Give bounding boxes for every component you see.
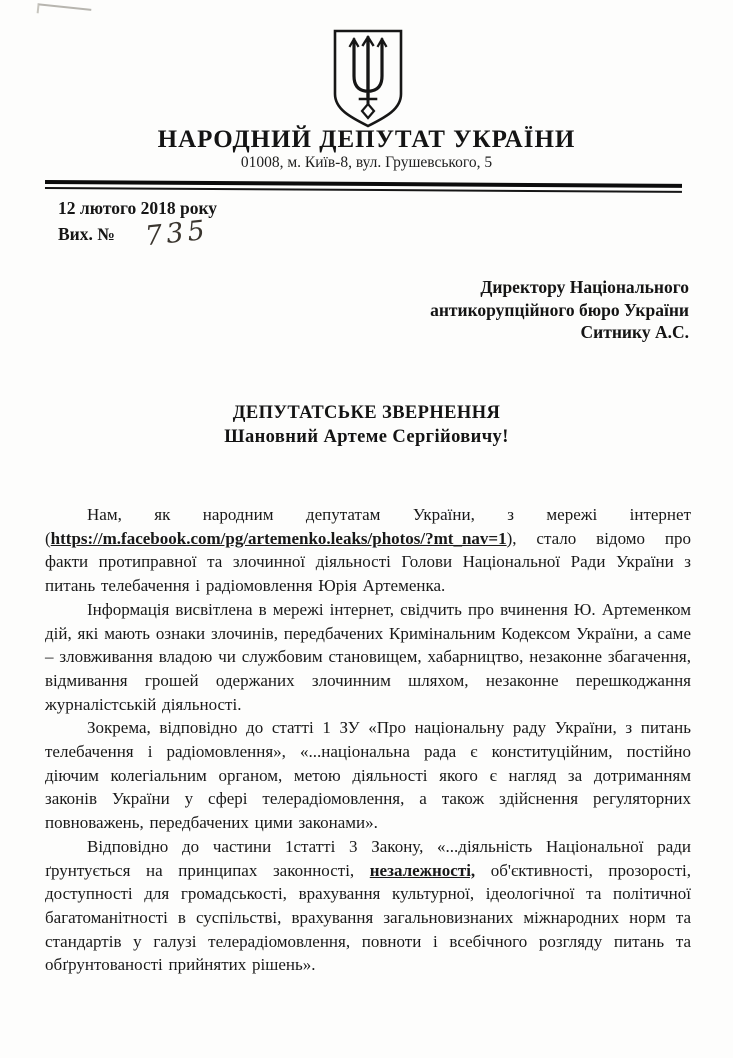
recipient-block <box>430 276 689 344</box>
facebook-url-text: https://m.facebook.com/pg/artemenko.leaks/photos/?mt_nav=1 <box>50 528 507 548</box>
recipient-line: антикорупційного бюро України <box>430 299 689 320</box>
body-paragraphs <box>45 503 691 977</box>
paragraph-text: Нам, як народним депутатам України, з мережі інтернет ( <box>45 505 691 548</box>
document-type-title: ДЕПУТАТСЬКЕ ЗВЕРНЕННЯ <box>232 403 501 423</box>
paragraph-text: об'єктивності, прозорості, доступності для громадськості, врахування культурної, ідеологічної та політичної багатоманітності в суспільстві, врахування загальновизнаних міжнародних норм та стандартів у галузі телерадіомовлення, повноти і всебічного розгляду питань та обґрунтованості прийнятих рішень». <box>45 860 692 975</box>
paragraph-text: Відповідно до частини 1статті 3 Закону, «...діяльність Національної ради ґрунтується на принципах законності, <box>45 836 691 880</box>
staple-scan-mark <box>37 3 92 19</box>
organization-address: 01008, м. Київ-8, вул. Грушевського, 5 <box>240 154 493 171</box>
header-separator-rule <box>45 180 682 193</box>
paragraph <box>45 835 691 977</box>
subject-block <box>0 402 733 449</box>
paragraph-text: Інформація висвітлена в мережі інтернет, свідчить про вчинення Ю. Артеменком дій, які мають ознаки злочинів, передбачених Кримінальним Кодексом України, а саме – зловживання владою чи службовим становищем, хабарництво, незаконне збагачення, відмивання грошей одержаних злочинним шляхом, незаконне перешкоджання журналістській діяльності. <box>45 599 691 714</box>
paragraph <box>45 716 691 835</box>
organization-title: НАРОДНИЙ ДЕПУТАТ УКРАЇНИ <box>157 126 576 153</box>
salutation: Шановний Артеме Сергійовичу! <box>224 426 509 447</box>
ukraine-trident-emblem-icon <box>327 26 409 132</box>
paragraph <box>45 503 691 598</box>
date-and-ref-block <box>58 196 218 253</box>
ref-number-line <box>58 214 217 253</box>
emphasized-independence-text: незалежності, <box>369 860 476 880</box>
recipient-line: Ситнику А.С. <box>580 322 689 342</box>
letter-date: 12 лютого 2018 року <box>58 198 218 218</box>
ref-number-handwritten: 735 <box>143 214 210 253</box>
paragraph <box>45 598 691 717</box>
ref-number-label: Вих. № <box>58 224 115 244</box>
paragraph-text: ), стало відомо про факти протиправної та злочинної діяльності Голови Національної Ради України з питань телебачення і радіомовлення Юрія Артеменка. <box>45 528 691 596</box>
paragraph-text: Зокрема, відповідно до статті 1 ЗУ «Про національну раду України, з питань телебачення і радіомовлення», «...національна рада є конституційним, постійно діючим колегіальним органом, метою діяльності якого є нагляд за дотриманням законів України у сфері телерадіомовлення, а також здійснення регуляторних повноважень, передбачених цими законами». <box>45 718 691 833</box>
recipient-line: Директору Національного <box>480 277 689 297</box>
